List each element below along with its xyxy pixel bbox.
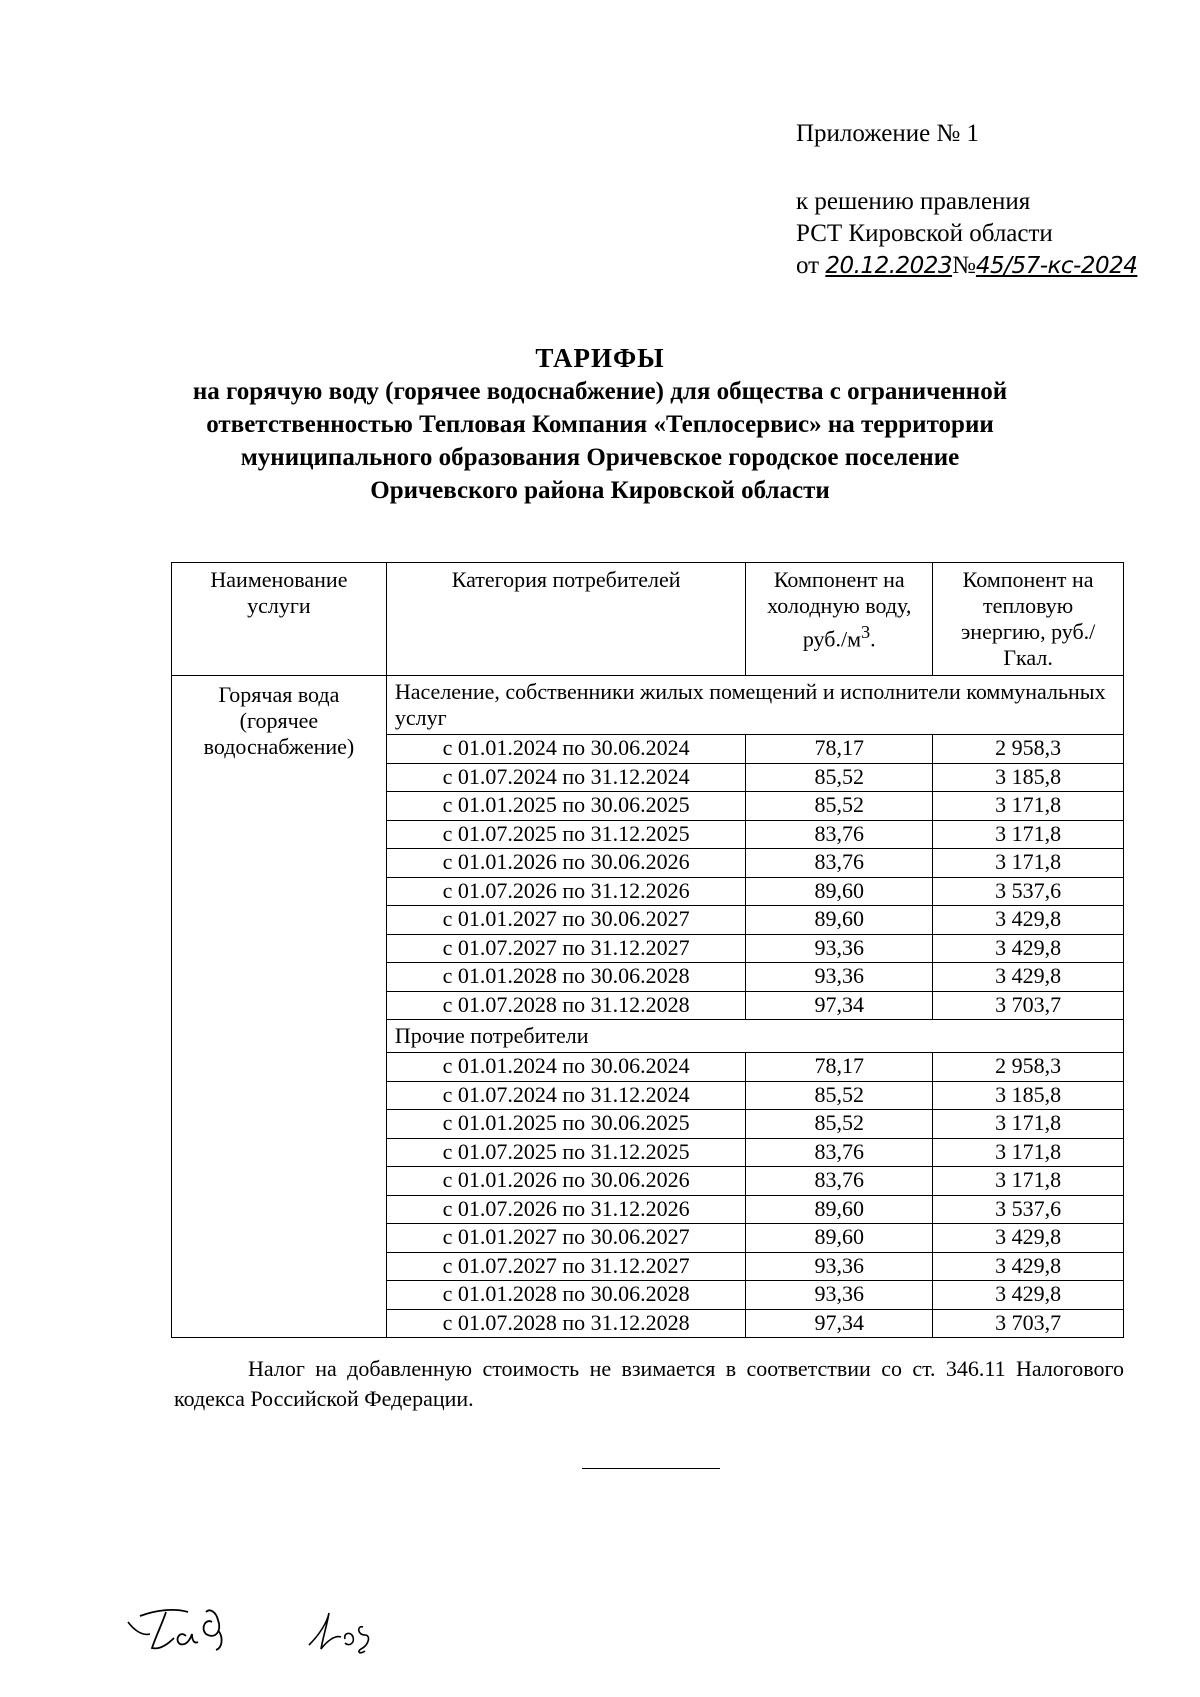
period-cell: с 01.07.2027 по 31.12.2027 [386,934,745,963]
decision-line-1: к решению правления [796,188,1031,215]
header-cold-water-text: Компонент на холодную воду, руб./м [767,567,912,652]
cold-water-value: 89,60 [746,1195,933,1224]
heat-energy-value: 3 703,7 [933,991,1124,1020]
cold-water-value: 93,36 [746,1252,933,1281]
header-category: Категория потребителей [386,563,745,676]
decision-date: 20.12.2023 [825,253,953,279]
number-prefix: № [952,252,976,279]
heat-energy-value: 3 703,7 [933,1309,1124,1338]
header-cold-water [746,563,933,676]
tax-footnote: Налог на добавленную стоимость не взимается в соответствии со ст. 346.11 Налогового кодекса Российской Федерации. [174,1356,1124,1411]
cold-water-value: 83,76 [746,1167,933,1196]
document-heading [150,342,1050,507]
period-cell: с 01.07.2028 по 31.12.2028 [386,991,745,1020]
cold-water-value: 89,60 [746,906,933,935]
heat-energy-value: 3 429,8 [933,1252,1124,1281]
period-cell: с 01.07.2024 по 31.12.2024 [386,1081,745,1110]
period-cell: с 01.01.2025 по 30.06.2025 [386,792,745,821]
table-header-row [172,563,1124,676]
cold-water-value: 93,36 [746,963,933,992]
header-cold-water-sup: 3 [861,622,871,642]
decision-date-line [796,250,1137,282]
heading-line-3: муниципального образования Оричевское городское поселение [240,444,960,471]
tariff-table [171,562,1124,1338]
cold-water-value: 78,17 [746,735,933,764]
heat-energy-value: 3 171,8 [933,792,1124,821]
document-title: ТАРИФЫ [535,343,665,373]
period-cell: с 01.07.2027 по 31.12.2027 [386,1252,745,1281]
appendix-title: Приложение № 1 [796,120,980,147]
appendix-block [796,118,1137,282]
cold-water-value: 83,76 [746,849,933,878]
decision-line-2: РСТ Кировской области [796,220,1053,247]
cold-water-value: 89,60 [746,1224,933,1253]
date-prefix: от [796,252,820,279]
header-service: Наименование услуги [172,563,387,676]
period-cell: с 01.07.2026 по 31.12.2026 [386,1195,745,1224]
cold-water-value: 85,52 [746,792,933,821]
heat-energy-value: 3 429,8 [933,1224,1124,1253]
cold-water-value: 93,36 [746,1281,933,1310]
heat-energy-value: 3 171,8 [933,820,1124,849]
period-cell: с 01.01.2026 по 30.06.2026 [386,849,745,878]
heat-energy-value: 3 185,8 [933,763,1124,792]
heat-energy-value: 3 429,8 [933,934,1124,963]
heading-line-4: Оричевского района Кировской области [370,477,830,504]
period-cell: с 01.01.2028 по 30.06.2028 [386,963,745,992]
signature-right [305,1605,395,1660]
heat-energy-value: 3 429,8 [933,1281,1124,1310]
heading-line-2: ответственностью Тепловая Компания «Теплосервис» на территории [206,411,994,438]
signature-left [126,1600,256,1661]
cold-water-value: 97,34 [746,1309,933,1338]
heat-energy-value: 3 171,8 [933,1167,1124,1196]
heat-energy-value: 3 537,6 [933,1195,1124,1224]
cold-water-value: 78,17 [746,1053,933,1082]
period-cell: с 01.07.2026 по 31.12.2026 [386,877,745,906]
heat-energy-value: 3 171,8 [933,1110,1124,1139]
cold-water-value: 83,76 [746,820,933,849]
heat-energy-value: 3 185,8 [933,1081,1124,1110]
tariff-table-body [172,676,1124,1338]
heading-line-1: на горячую воду (горячее водоснабжение) для общества с ограниченной [192,378,1008,405]
cold-water-value: 83,76 [746,1138,933,1167]
heat-energy-value: 3 429,8 [933,906,1124,935]
end-rule [582,1468,720,1469]
cold-water-value: 89,60 [746,877,933,906]
period-cell: с 01.07.2028 по 31.12.2028 [386,1309,745,1338]
header-cold-water-suffix: . [870,626,876,652]
header-heat-energy: Компонент на тепловую энергию, руб./Гкал. [933,563,1124,676]
cold-water-value: 85,52 [746,763,933,792]
cold-water-value: 85,52 [746,1081,933,1110]
service-name: Горячая вода (горячее водоснабжение) [172,676,387,1338]
heat-energy-value: 3 171,8 [933,849,1124,878]
period-cell: с 01.07.2025 по 31.12.2025 [386,1138,745,1167]
consumer-category: Население, собственники жилых помещений и исполнители коммунальных услуг [386,676,1123,735]
period-cell: с 01.01.2026 по 30.06.2026 [386,1167,745,1196]
period-cell: с 01.07.2025 по 31.12.2025 [386,820,745,849]
period-cell: с 01.01.2027 по 30.06.2027 [386,906,745,935]
heat-energy-value: 3 171,8 [933,1138,1124,1167]
period-cell: с 01.01.2027 по 30.06.2027 [386,1224,745,1253]
cold-water-value: 93,36 [746,934,933,963]
period-cell: с 01.01.2024 по 30.06.2024 [386,1053,745,1082]
period-cell: с 01.01.2025 по 30.06.2025 [386,1110,745,1139]
cold-water-value: 85,52 [746,1110,933,1139]
decision-number: 45/57-кс-2024 [975,253,1138,279]
cold-water-value: 97,34 [746,991,933,1020]
heat-energy-value: 2 958,3 [933,735,1124,764]
consumer-category: Прочие потребители [386,1020,1123,1053]
heat-energy-value: 2 958,3 [933,1053,1124,1082]
category-row [172,676,1124,735]
heat-energy-value: 3 537,6 [933,877,1124,906]
period-cell: с 01.01.2028 по 30.06.2028 [386,1281,745,1310]
period-cell: с 01.01.2024 по 30.06.2024 [386,735,745,764]
period-cell: с 01.07.2024 по 31.12.2024 [386,763,745,792]
heat-energy-value: 3 429,8 [933,963,1124,992]
